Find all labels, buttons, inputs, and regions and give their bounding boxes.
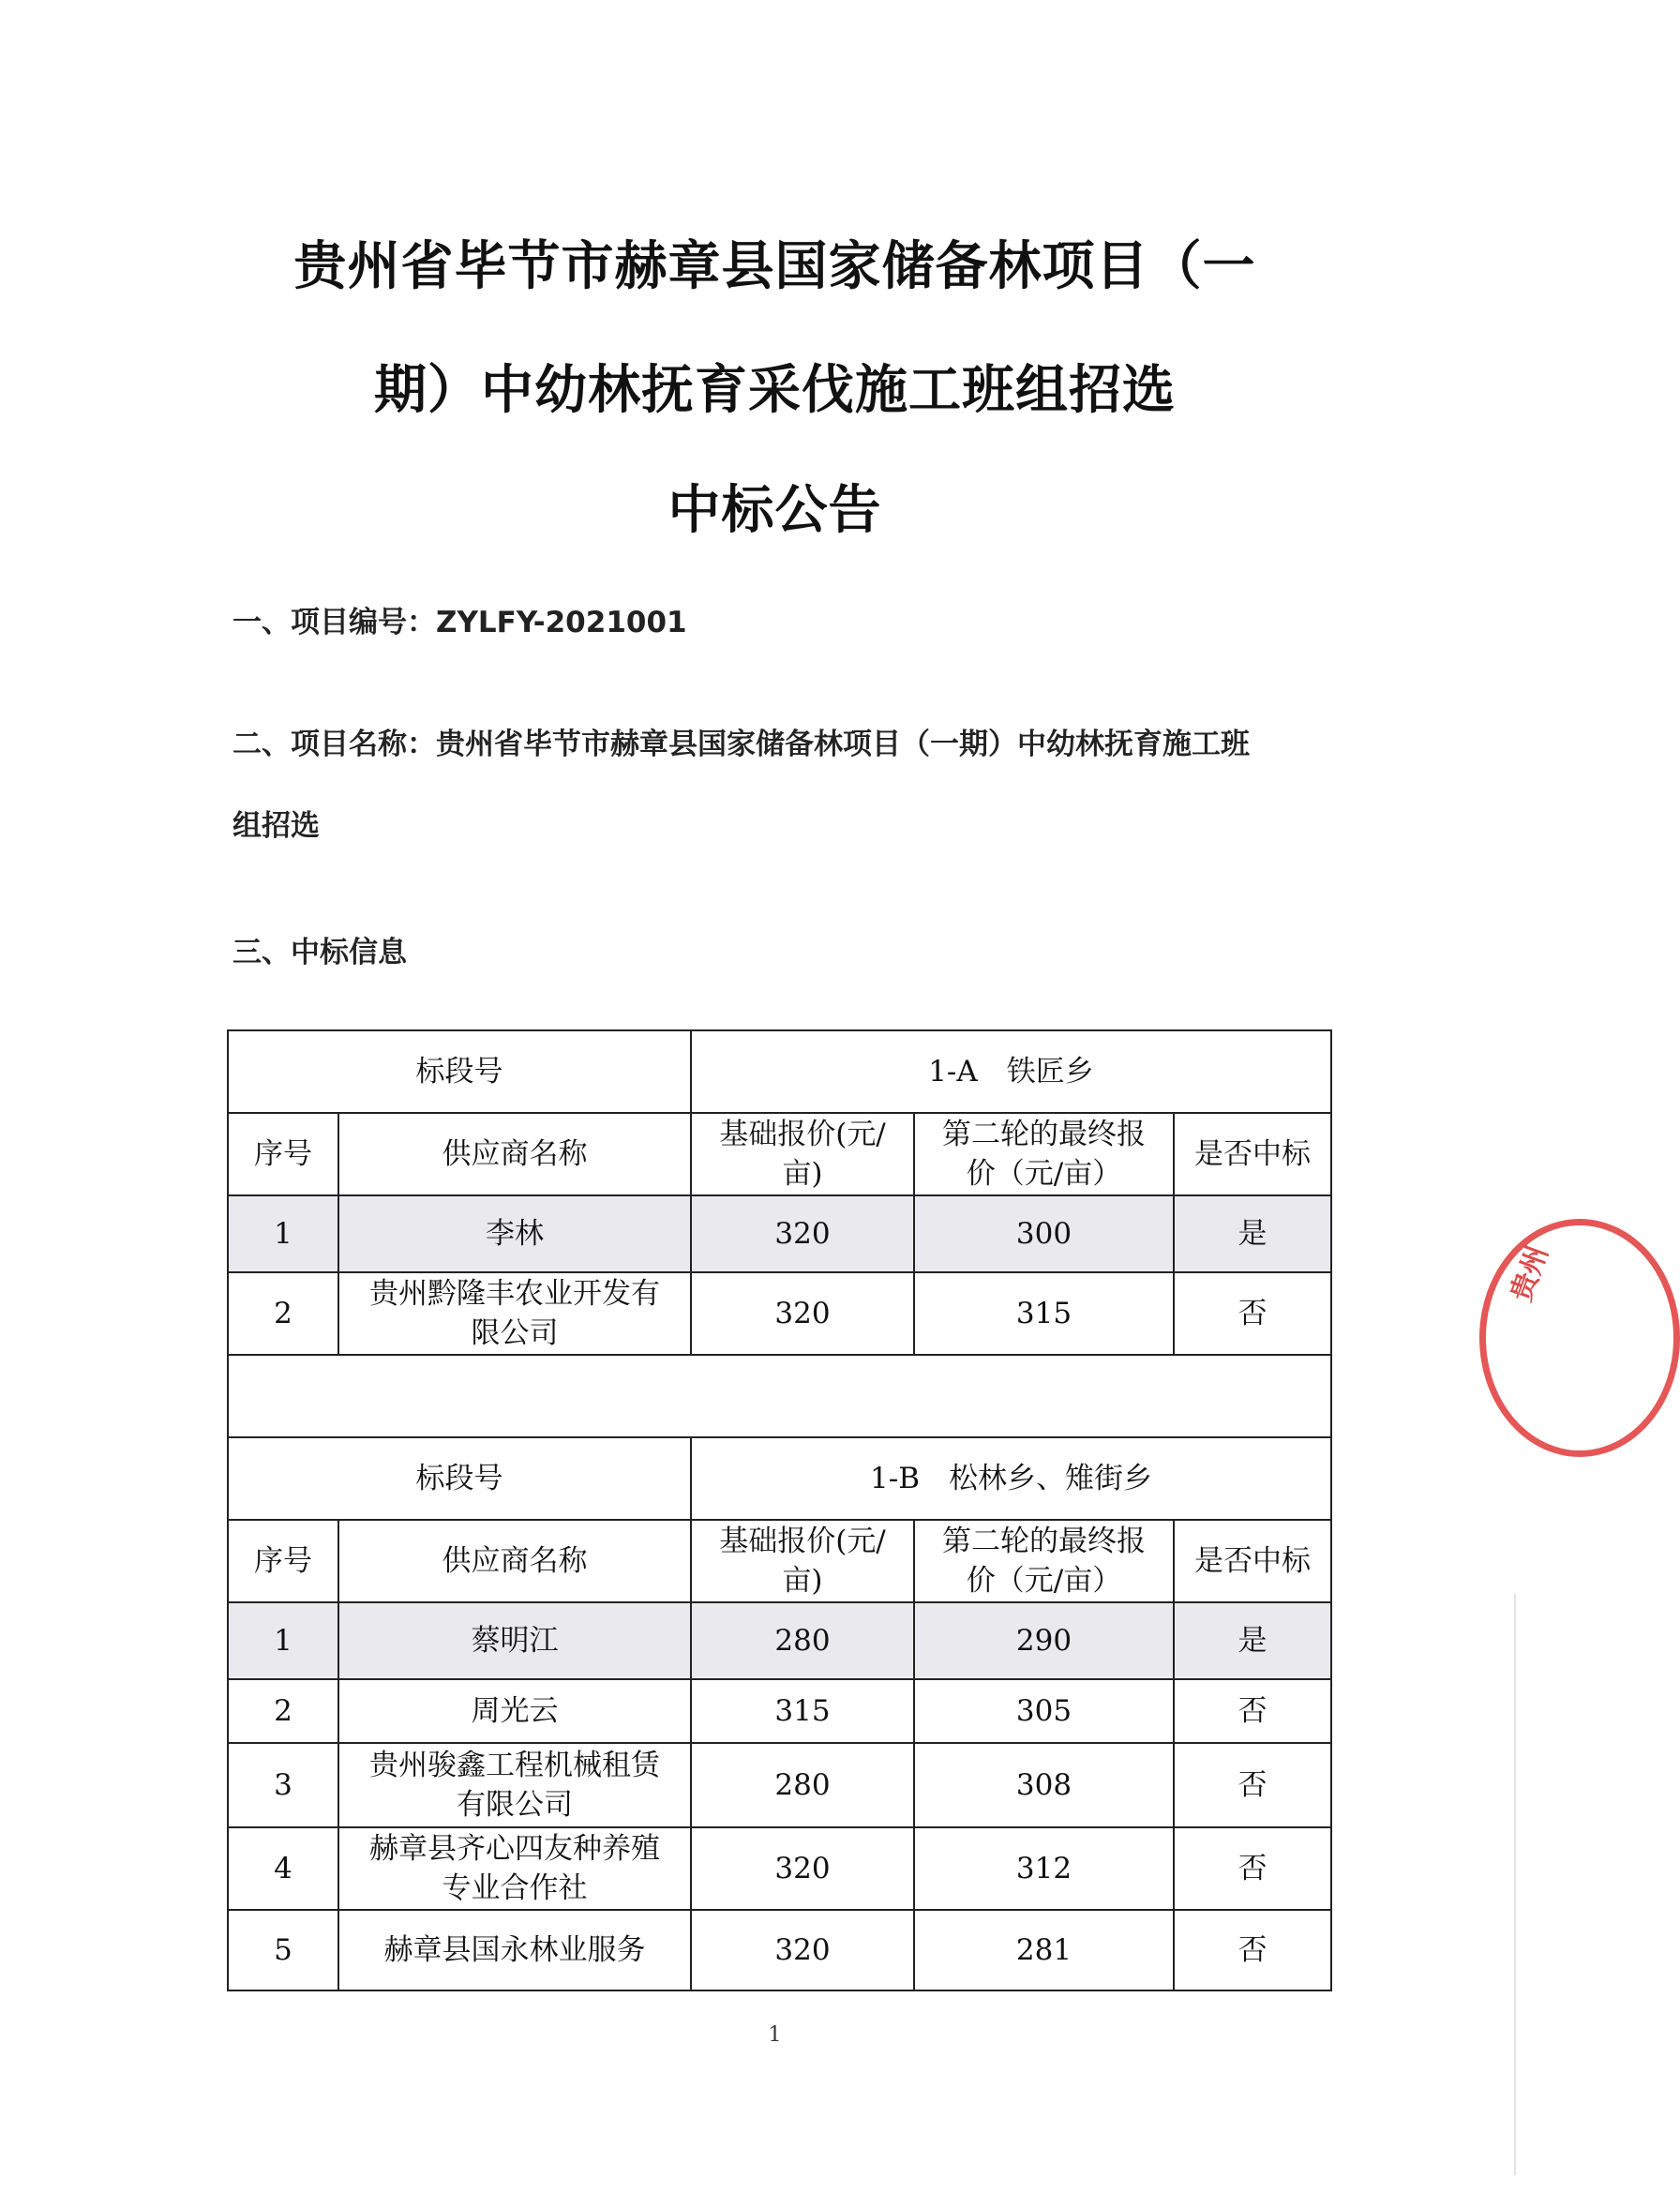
cell-final-price: 312 [914,1827,1174,1910]
cell-final-price: 281 [914,1910,1174,1990]
cell-base-price: 280 [691,1743,914,1827]
header-base-price: 基础报价(元/ 亩) [691,1113,914,1195]
cell-winner: 否 [1174,1272,1331,1355]
header-winner: 是否中标 [1174,1520,1331,1602]
cell-no: 2 [228,1272,338,1355]
cell-base-price: 315 [691,1679,914,1743]
lot-label-cell: 标段号 [228,1437,691,1520]
lot-label-cell: 标段号 [228,1030,691,1113]
document-title-line1: 贵州省毕节市赫章县国家储备林项目（一 [293,236,1256,297]
cell-final-price: 300 [914,1195,1174,1272]
cell-winner: 否 [1174,1910,1331,1990]
cell-base-price: 320 [691,1272,914,1355]
cell-base-price: 280 [691,1602,914,1679]
cell-final-price: 290 [914,1602,1174,1679]
cell-no: 4 [228,1827,338,1910]
cell-final-price: 308 [914,1743,1174,1827]
cell-supplier: 周光云 [338,1679,691,1743]
header-final-price: 第二轮的最终报 价（元/亩） [914,1520,1174,1602]
lot-header-row [228,1437,1331,1520]
header-winner: 是否中标 [1174,1113,1331,1195]
seal-text: 贵州 [1505,1241,1555,1306]
document-title-line3: 中标公告 [668,480,882,541]
cell-supplier: 贵州黔隆丰农业开发有 限公司 [338,1272,691,1355]
page-edge-shadow [1514,1594,1516,2175]
cell-no: 2 [228,1679,338,1743]
cell-supplier: 蔡明江 [338,1602,691,1679]
cell-base-price: 320 [691,1910,914,1990]
table-row [228,1743,1331,1827]
cell-winner: 是 [1174,1602,1331,1679]
cell-winner: 否 [1174,1743,1331,1827]
red-seal-stamp [1479,1219,1680,1457]
section-project-name: 二、项目名称：贵州省毕节市赫章县国家储备林项目（一期）中幼林抚育施工班 [232,728,1250,761]
cell-no: 5 [228,1910,338,1990]
cell-winner: 否 [1174,1679,1331,1743]
table-row [228,1602,1331,1679]
cell-supplier: 李林 [338,1195,691,1272]
section-project-name-cont: 组招选 [232,809,320,843]
cell-base-price: 320 [691,1827,914,1910]
column-header-row [228,1520,1331,1602]
table-row [228,1272,1331,1355]
cell-final-price: 305 [914,1679,1174,1743]
table-row [228,1910,1331,1990]
document-title-line2: 期）中幼林抚育采伐施工班组招选 [374,360,1176,421]
cell-base-price: 320 [691,1195,914,1272]
lot-value-cell: 1-B 松林乡、雉街乡 [691,1437,1331,1520]
header-base-price: 基础报价(元/ 亩) [691,1520,914,1602]
section-project-number: 一、项目编号：ZYLFY-2021001 [232,606,687,639]
header-supplier: 供应商名称 [338,1113,691,1195]
lot-header-row [228,1030,1331,1113]
header-final-price: 第二轮的最终报 价（元/亩） [914,1113,1174,1195]
header-no: 序号 [228,1113,338,1195]
cell-supplier: 赫章县国永林业服务 [338,1910,691,1990]
header-no: 序号 [228,1520,338,1602]
table-row [228,1827,1331,1910]
bid-result-table [227,1029,1332,1991]
section-bid-info: 三、中标信息 [232,936,407,969]
table-row [228,1195,1331,1272]
cell-winner: 是 [1174,1195,1331,1272]
cell-no: 1 [228,1195,338,1272]
lot-value-cell: 1-A 铁匠乡 [691,1030,1331,1113]
spacer-row [228,1355,1331,1437]
cell-supplier: 赫章县齐心四友种养殖 专业合作社 [338,1827,691,1910]
cell-no: 3 [228,1743,338,1827]
table-row [228,1679,1331,1743]
spacer-cell [228,1355,1331,1437]
cell-winner: 否 [1174,1827,1331,1910]
cell-supplier: 贵州骏鑫工程机械租赁 有限公司 [338,1743,691,1827]
column-header-row [228,1113,1331,1195]
page-number: 1 [768,2023,782,2047]
cell-no: 1 [228,1602,338,1679]
header-supplier: 供应商名称 [338,1520,691,1602]
cell-final-price: 315 [914,1272,1174,1355]
